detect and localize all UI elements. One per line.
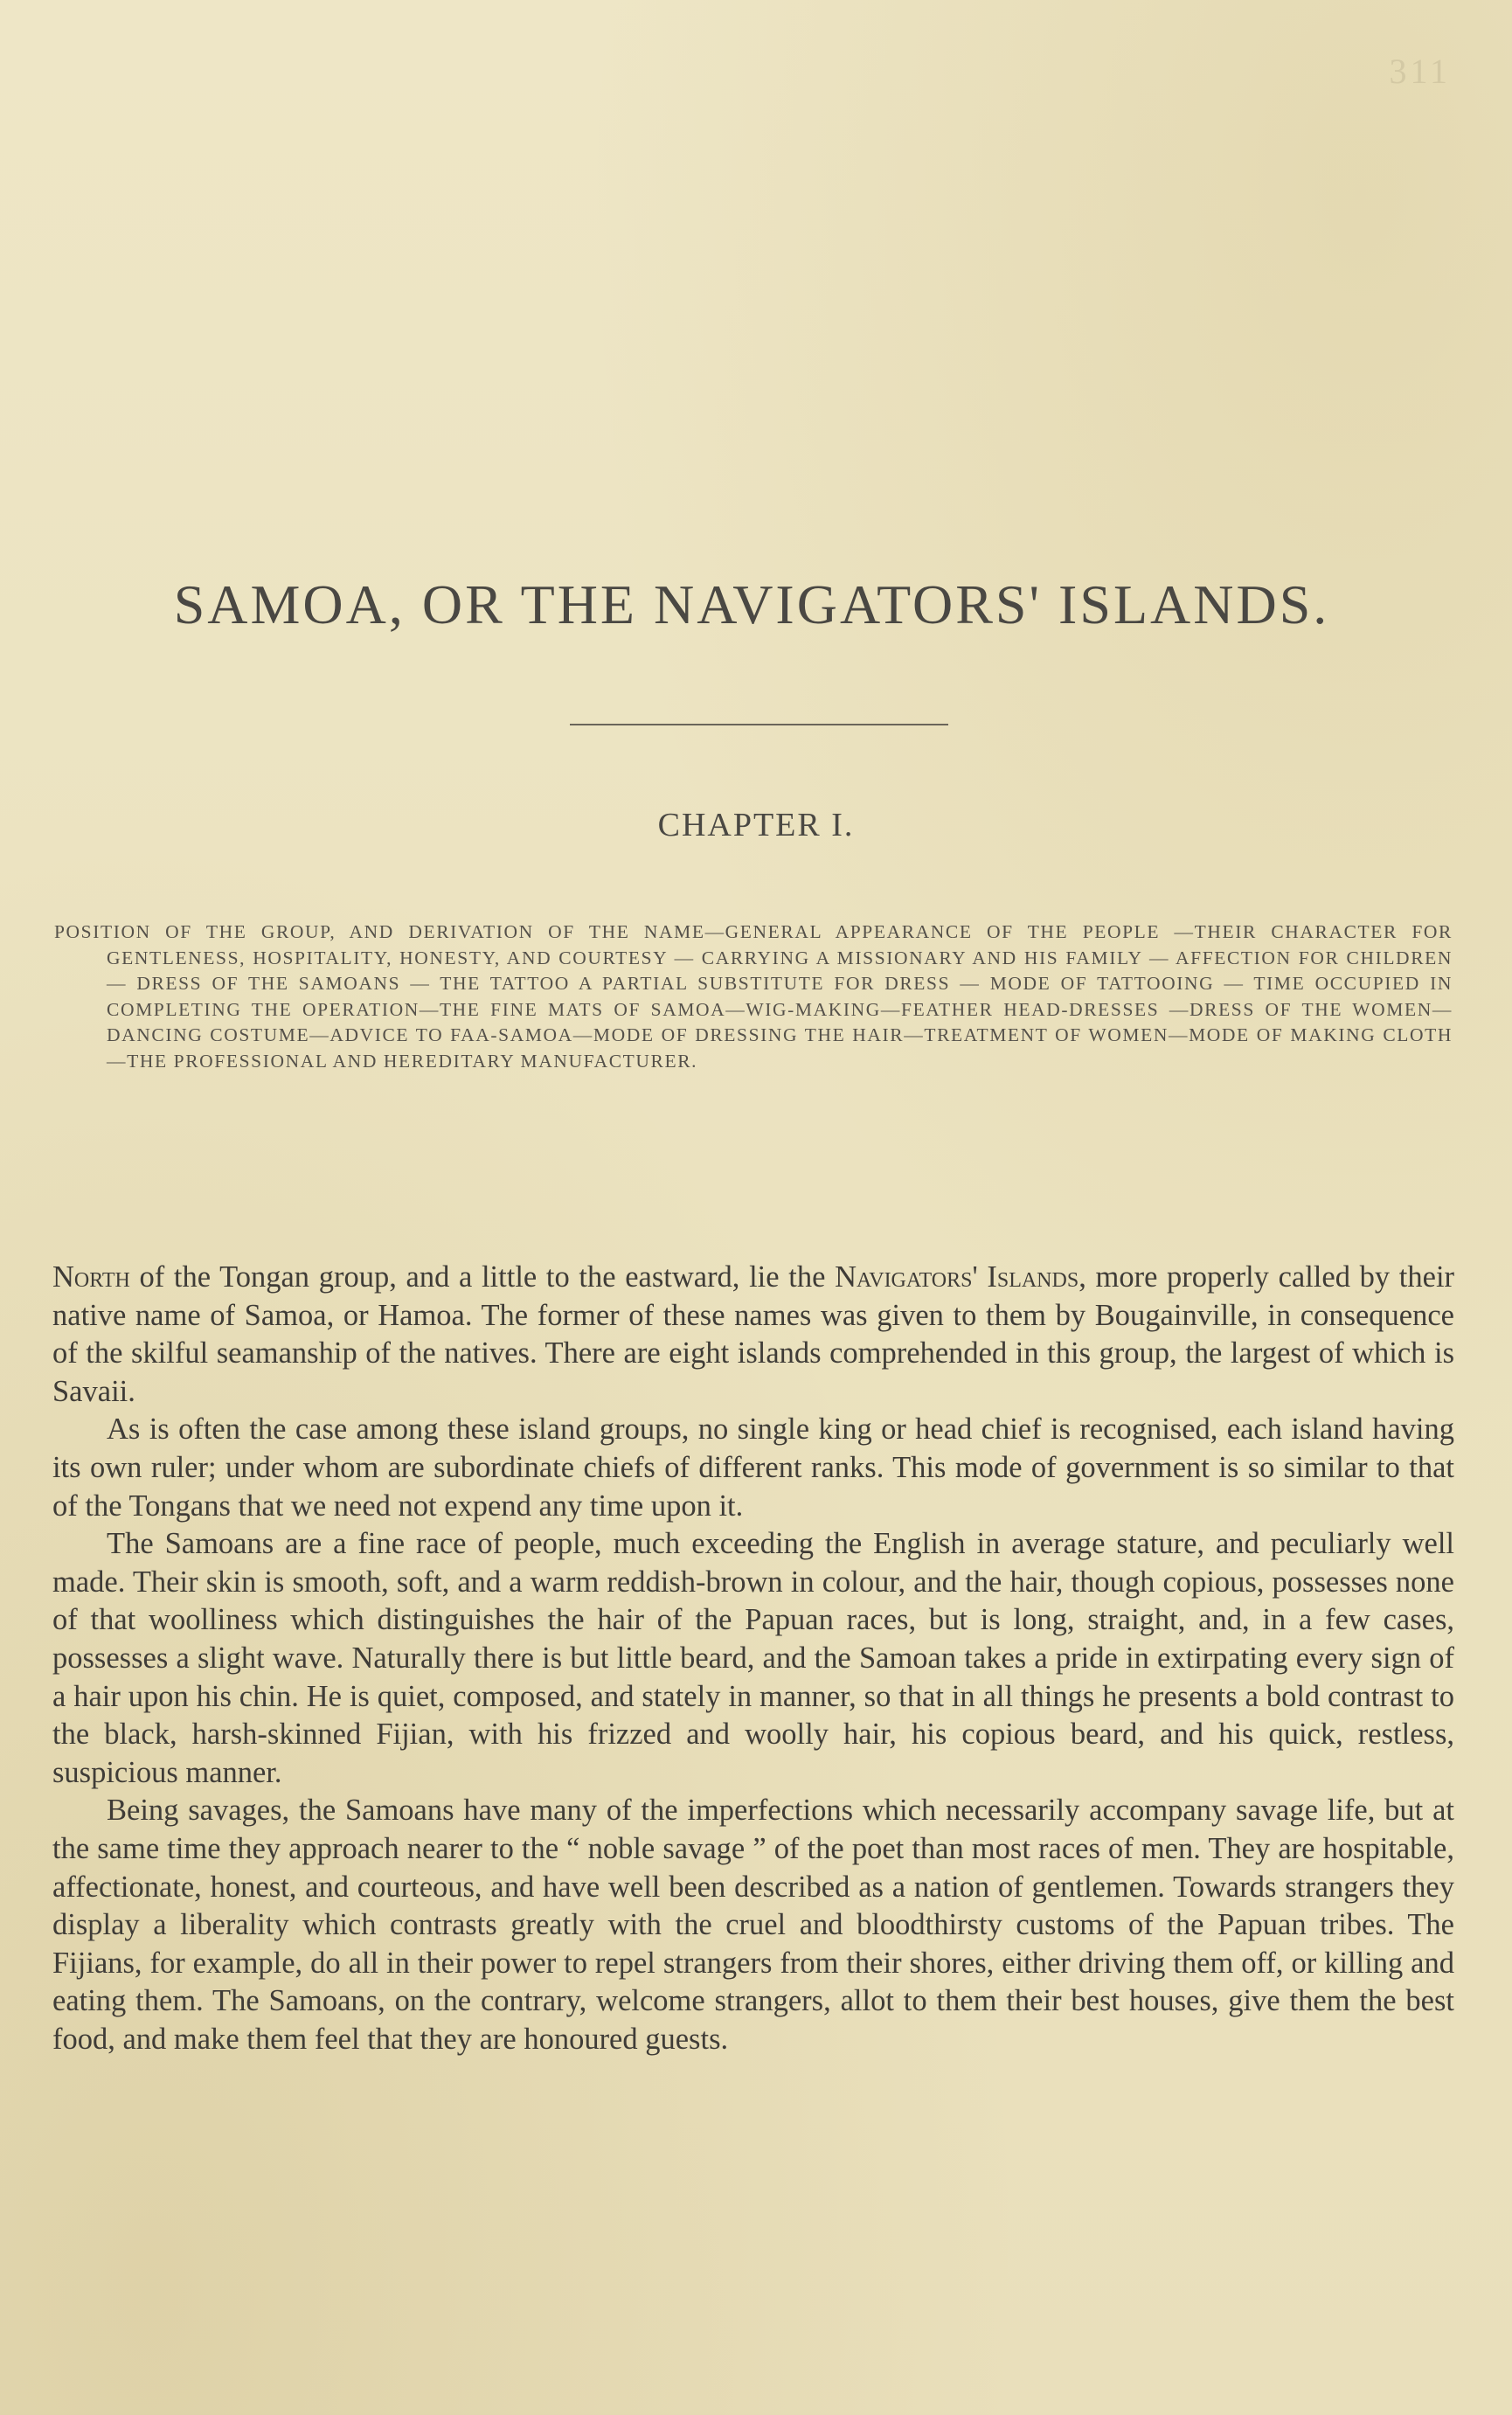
paragraph-2: As is often the case among these island groups, no single king or head chief is recognised, each island having its own ruler; under whom are subordinate chiefs of different ranks. This mode of government is so similar to that of the Tongans that we need not expend any time upon it.	[52, 1412, 1454, 1523]
paragraph-1-lead: North	[52, 1260, 130, 1294]
chapter-synopsis	[54, 920, 1453, 1075]
paragraph-4: Being savages, the Samoans have many of the imperfections which necessarily accompany savage life, but at the same time they approach nearer to the “ noble savage ” of the poet than most races of men. They are hospitable, affectionate, honest, and courteous, and have well been described as a nation of gentlemen. Towards strangers they display a liberality which contrasts greatly with the cruel and bloodthirsty customs of the Papuan tribes. The Fijians, for example, do all in their power to repel strangers from their shores, either driving them off, or killing and eating them. The Samoans, on the contrary, welcome strangers, allot to them their best houses, give them the best food, and make them feel that they are honoured guests.	[52, 1794, 1454, 2056]
paragraph-1-part-a: of the Tongan group, and a little to the eastward, lie the	[129, 1260, 836, 1294]
paragraph-3: The Samoans are a fine race of people, much exceeding the English in average stature, and peculiarly well made. Their skin is smooth, soft, and a warm reddish-brown in colour, and the hair, though copious, possesses none of that woolliness which distinguishes the hair of the Papuan races, but is long, straight, and, in a few cases, possesses a slight wave. Naturally there is but little beard, and the Samoan takes a pride in extirpating every sign of a hair upon his chin. He is quiet, composed, and stately in manner, so that in all things he presents a bold contrast to the black, harsh-skinned Fijian, with his frizzed and woolly hair, his copious beard, and his quick, restless, suspicious manner.	[52, 1527, 1454, 1789]
title-divider	[570, 724, 948, 725]
paragraph-1	[52, 1259, 1454, 1411]
chapter-heading: CHAPTER I.	[657, 807, 855, 843]
page-title: SAMOA, OR THE NAVIGATORS' ISLANDS.	[173, 573, 1330, 635]
running-head-faint: 311	[1389, 52, 1451, 91]
paragraph-1-navigators: Navigators' Islands	[835, 1260, 1079, 1294]
synopsis-text: POSITION OF THE GROUP, AND DERIVATION OF THE NAME—GENERAL APPEARANCE OF THE PEOPLE —THEIR CHARACTER FOR GENTLENESS, HOSPITALITY, HONESTY, AND COURTESY — CARRYING A MISSIONARY AND HIS FAMILY — AFFECTION FOR CHILDREN — DRESS OF THE SAMOANS — THE TATTOO A PARTIAL SUBSTITUTE FOR DRESS — MODE OF TATTOOING — TIME OCCUPIED IN COMPLETING THE OPERATION—THE FINE MATS OF SAMOA—WIG-MAKING—FEATHER HEAD-DRESSES —DRESS OF THE WOMEN—DANCING COSTUME—ADVICE TO FAA-SAMOA—MODE OF DRESSING THE HAIR—TREATMENT OF WOMEN—MODE OF MAKING CLOTH—THE PROFESSIONAL AND HEREDITARY MANUFACTURER.	[54, 921, 1453, 1072]
paragraph-1-part-b: , more properly called by their native name of Samoa, or Hamoa. The former of these names was given to them by Bougainville, in consequence of the skilful seamanship of the natives. There are eight islands comprehended in this group, the largest of which is Savaii.	[52, 1260, 1455, 1408]
body-text	[52, 1259, 1454, 2058]
